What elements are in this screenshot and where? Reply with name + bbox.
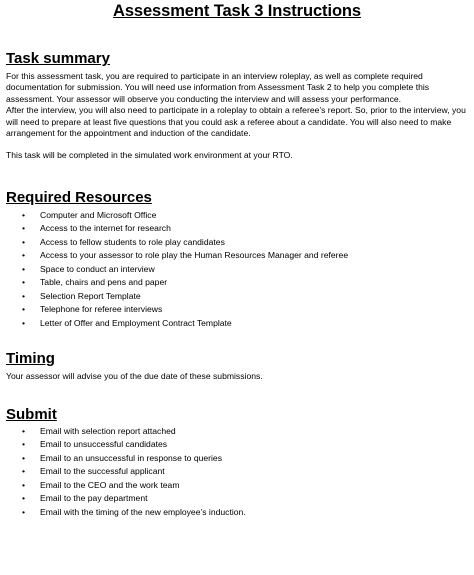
list-item-text: Email to an unsuccessful in response to queries: [40, 452, 223, 463]
list-item: [22, 452, 468, 466]
list-item-text: Access to fellow students to role play candidates: [40, 236, 225, 247]
bullet-icon: •: [22, 506, 26, 517]
bullet-icon: •: [22, 479, 26, 490]
bullet-icon: •: [22, 290, 26, 301]
list-item-text: Email to the CEO and the work team: [40, 479, 180, 490]
bullet-icon: •: [22, 277, 26, 288]
list-item-text: Computer and Microsoft Office: [40, 209, 157, 220]
bullet-icon: •: [22, 425, 26, 436]
bullet-icon: •: [22, 304, 26, 315]
list-item-text: Email to the successful applicant: [40, 466, 165, 477]
list-item-text: Telephone for referee interviews: [40, 304, 163, 315]
list-item: [22, 236, 468, 250]
list-item-text: Selection Report Template: [40, 290, 141, 301]
document-title: Assessment Task 3 Instructions: [113, 2, 361, 20]
list-item: [22, 209, 468, 223]
list-item-text: Email to unsuccessful candidates: [40, 439, 168, 450]
list-item: [22, 465, 468, 479]
required-resources-heading: Required Resources: [6, 188, 152, 206]
list-item: [22, 317, 468, 331]
list-item-text: Email with the timing of the new employee’s induction.: [40, 506, 246, 517]
list-item-text: Access to the internet for research: [40, 223, 171, 234]
list-item: [22, 506, 468, 520]
list-item-text: Access to your assessor to role play the Human Resources Manager and referee: [40, 250, 349, 261]
bullet-icon: •: [22, 263, 26, 274]
bullet-icon: •: [22, 317, 26, 328]
timing-text: Your assessor will advise you of the due date of these submissions.: [6, 371, 263, 382]
bullet-icon: •: [22, 439, 26, 450]
submit-list: [6, 425, 468, 520]
list-item-text: Email to the pay department: [40, 493, 148, 504]
task-summary-paragraph: This task will be completed in the simulated work environment at your RTO.: [6, 150, 293, 161]
timing-heading: Timing: [6, 350, 55, 368]
list-item: [22, 303, 468, 317]
list-item: [22, 222, 468, 236]
task-summary-body: [6, 71, 468, 162]
list-item: [22, 479, 468, 493]
list-item: [22, 263, 468, 277]
required-resources-list: [6, 209, 468, 331]
submit-heading: Submit: [6, 405, 57, 423]
bullet-icon: •: [22, 236, 26, 247]
task-summary-heading: Task summary: [6, 50, 110, 67]
task-summary-paragraph: After the interview, you will also need to participate in a roleplay to obtain a referee’s report. So, prior to the interview, you will need to prepare at least five questions that you could ask a referee about a candidate. You will also need to make arrangement for the appointment and induction of the candidate.: [6, 105, 466, 139]
list-item-text: Table, chairs and pens and paper: [40, 277, 168, 288]
list-item-text: Space to conduct an interview: [40, 263, 155, 274]
list-item: [22, 492, 468, 506]
bullet-icon: •: [22, 223, 26, 234]
bullet-icon: •: [22, 250, 26, 261]
task-summary-paragraph: For this assessment task, you are required to participate in an interview roleplay, as well as complete required documentation for submission. You will need use information from Assessment Task 2 to help you complete this assessment. Your assessor will observe you conducting the interview and will assess your performance.: [6, 71, 430, 104]
list-item-text: Letter of Offer and Employment Contract Template: [40, 317, 232, 328]
list-item: [22, 249, 468, 263]
bullet-icon: •: [22, 209, 26, 220]
list-item: [22, 425, 468, 439]
list-item: [22, 276, 468, 290]
bullet-icon: •: [22, 452, 26, 463]
list-item-text: Email with selection report attached: [40, 425, 176, 436]
bullet-icon: •: [22, 493, 26, 504]
list-item: [22, 290, 468, 304]
list-item: [22, 438, 468, 452]
bullet-icon: •: [22, 466, 26, 477]
